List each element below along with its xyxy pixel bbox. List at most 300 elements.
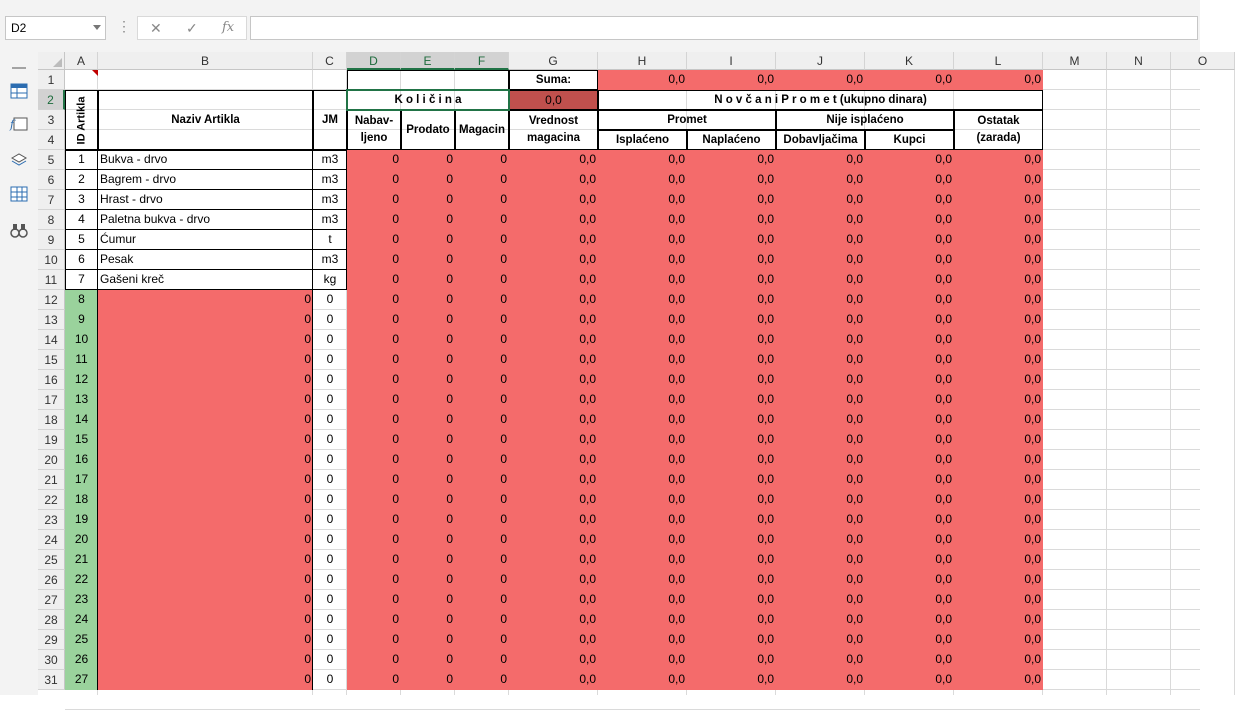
item-jm-cell[interactable]: 0: [326, 512, 334, 526]
money-cell[interactable]: 0,0: [776, 410, 865, 430]
kolicina-top-blank[interactable]: [347, 70, 509, 90]
money-cell[interactable]: 0,0: [954, 390, 1043, 410]
money-cell[interactable]: 0,0: [776, 470, 865, 490]
binoculars-icon[interactable]: [10, 222, 28, 238]
item-name-cell[interactable]: Pesak: [100, 252, 134, 266]
item-name-cell[interactable]: 0: [98, 650, 313, 670]
money-cell[interactable]: 0,0: [776, 290, 865, 310]
money-cell[interactable]: 0,0: [687, 250, 776, 270]
money-cell[interactable]: 0,0: [509, 450, 598, 470]
item-id-cell[interactable]: 8: [65, 290, 98, 310]
item-jm-cell[interactable]: 0: [326, 312, 334, 326]
item-id-cell[interactable]: 20: [65, 530, 98, 550]
row-header-31[interactable]: 31: [38, 670, 65, 690]
money-cell[interactable]: 0,0: [598, 390, 687, 410]
item-id-cell[interactable]: 25: [65, 630, 98, 650]
quantity-cell[interactable]: 0: [401, 490, 455, 510]
quantity-cell[interactable]: 0: [455, 570, 509, 590]
money-cell[interactable]: 0,0: [776, 190, 865, 210]
quantity-cell[interactable]: 0: [347, 190, 401, 210]
money-cell[interactable]: 0,0: [776, 150, 865, 170]
item-id-cell[interactable]: 10: [65, 330, 98, 350]
item-jm-cell[interactable]: 0: [326, 292, 334, 306]
item-jm-cell[interactable]: 0: [326, 652, 334, 666]
column-header-a[interactable]: A: [65, 52, 98, 70]
item-name-cell[interactable]: 0: [98, 390, 313, 410]
quantity-cell[interactable]: 0: [347, 430, 401, 450]
money-cell[interactable]: 0,0: [776, 330, 865, 350]
money-cell[interactable]: 0,0: [687, 350, 776, 370]
row-header-29[interactable]: 29: [38, 630, 65, 650]
money-cell[interactable]: 0,0: [687, 330, 776, 350]
item-id-cell[interactable]: 17: [65, 470, 98, 490]
item-id-cell[interactable]: 26: [65, 650, 98, 670]
column-header-m[interactable]: M: [1043, 52, 1107, 70]
ostatak-header[interactable]: Ostatak (zarada): [954, 110, 1043, 150]
dobavljacima-header[interactable]: Dobavljačima: [776, 130, 865, 150]
column-header-j[interactable]: J: [776, 52, 865, 70]
id-artikla-header[interactable]: [65, 90, 98, 150]
money-cell[interactable]: 0,0: [687, 270, 776, 290]
sheet-list-icon[interactable]: [10, 83, 28, 99]
quantity-cell[interactable]: 0: [455, 410, 509, 430]
money-cell[interactable]: 0,0: [954, 170, 1043, 190]
money-cell[interactable]: 0,0: [687, 630, 776, 650]
naplaceno-header[interactable]: Naplaćeno: [687, 130, 776, 150]
money-cell[interactable]: 0,0: [776, 590, 865, 610]
money-cell[interactable]: 0,0: [865, 210, 954, 230]
quantity-cell[interactable]: 0: [347, 670, 401, 690]
insert-function-icon[interactable]: fx: [222, 20, 235, 35]
sum-cell[interactable]: 0,0: [865, 70, 954, 90]
money-cell[interactable]: 0,0: [598, 430, 687, 450]
collapse-icon[interactable]: [10, 60, 28, 76]
quantity-cell[interactable]: 0: [401, 290, 455, 310]
item-jm-cell[interactable]: m3: [321, 212, 339, 226]
item-name-cell[interactable]: 0: [98, 450, 313, 470]
row-header-12[interactable]: 12: [38, 290, 65, 310]
money-cell[interactable]: 0,0: [687, 670, 776, 690]
item-id-cell[interactable]: 4: [78, 212, 85, 226]
item-name-cell[interactable]: 0: [98, 370, 313, 390]
sum-cell[interactable]: 0,0: [598, 70, 687, 90]
row-header-13[interactable]: 13: [38, 310, 65, 330]
money-cell[interactable]: 0,0: [687, 150, 776, 170]
money-cell[interactable]: 0,0: [598, 310, 687, 330]
quantity-cell[interactable]: 0: [455, 330, 509, 350]
quantity-cell[interactable]: 0: [401, 190, 455, 210]
money-cell[interactable]: 0,0: [598, 530, 687, 550]
row-header-24[interactable]: 24: [38, 530, 65, 550]
item-jm-cell[interactable]: 0: [326, 412, 334, 426]
money-cell[interactable]: 0,0: [509, 530, 598, 550]
money-cell[interactable]: 0,0: [865, 590, 954, 610]
quantity-cell[interactable]: 0: [401, 150, 455, 170]
column-header-d[interactable]: D: [347, 52, 401, 70]
money-cell[interactable]: 0,0: [954, 490, 1043, 510]
quantity-cell[interactable]: 0: [455, 470, 509, 490]
item-name-cell[interactable]: 0: [98, 430, 313, 450]
item-name-cell[interactable]: 0: [98, 670, 313, 690]
money-cell[interactable]: 0,0: [598, 590, 687, 610]
quantity-cell[interactable]: 0: [455, 290, 509, 310]
nije-isplaceno-header[interactable]: Nije isplaćeno: [776, 110, 954, 130]
quantity-cell[interactable]: 0: [401, 530, 455, 550]
item-jm-cell[interactable]: 0: [326, 352, 334, 366]
money-cell[interactable]: 0,0: [598, 610, 687, 630]
quantity-cell[interactable]: 0: [401, 370, 455, 390]
money-cell[interactable]: 0,0: [598, 270, 687, 290]
naziv-artikla-header[interactable]: Naziv Artikla: [98, 90, 313, 150]
money-cell[interactable]: 0,0: [509, 390, 598, 410]
row-header-4[interactable]: 4: [38, 130, 65, 150]
money-cell[interactable]: 0,0: [509, 630, 598, 650]
item-name-cell[interactable]: 0: [98, 630, 313, 650]
money-cell[interactable]: 0,0: [776, 250, 865, 270]
row-header-21[interactable]: 21: [38, 470, 65, 490]
quantity-cell[interactable]: 0: [401, 670, 455, 690]
quantity-cell[interactable]: 0: [347, 510, 401, 530]
row-header-28[interactable]: 28: [38, 610, 65, 630]
quantity-cell[interactable]: 0: [455, 370, 509, 390]
item-jm-cell[interactable]: 0: [326, 472, 334, 486]
quantity-cell[interactable]: 0: [455, 170, 509, 190]
promet-header[interactable]: Promet: [598, 110, 776, 130]
item-name-cell[interactable]: 0: [98, 290, 313, 310]
money-cell[interactable]: 0,0: [865, 370, 954, 390]
row-header-17[interactable]: 17: [38, 390, 65, 410]
quantity-cell[interactable]: 0: [455, 510, 509, 530]
worksheet-grid[interactable]: [65, 70, 1200, 695]
item-jm-cell[interactable]: 0: [326, 492, 334, 506]
money-cell[interactable]: 0,0: [865, 330, 954, 350]
item-id-cell[interactable]: 1: [78, 152, 85, 166]
item-jm-cell[interactable]: 0: [326, 332, 334, 346]
money-cell[interactable]: 0,0: [776, 670, 865, 690]
money-cell[interactable]: 0,0: [776, 210, 865, 230]
quantity-cell[interactable]: 0: [455, 670, 509, 690]
money-cell[interactable]: 0,0: [687, 610, 776, 630]
column-header-k[interactable]: K: [865, 52, 954, 70]
column-header-b[interactable]: B: [98, 52, 313, 70]
select-all-corner[interactable]: [38, 52, 65, 70]
quantity-cell[interactable]: 0: [455, 550, 509, 570]
money-cell[interactable]: 0,0: [509, 590, 598, 610]
prodato-header[interactable]: Prodato: [401, 110, 455, 150]
money-cell[interactable]: 0,0: [865, 390, 954, 410]
money-cell[interactable]: 0,0: [687, 490, 776, 510]
column-header-e[interactable]: E: [401, 52, 455, 70]
layers-icon[interactable]: [10, 152, 28, 168]
row-header-23[interactable]: 23: [38, 510, 65, 530]
quantity-cell[interactable]: 0: [455, 590, 509, 610]
item-id-cell[interactable]: 23: [65, 590, 98, 610]
money-cell[interactable]: 0,0: [598, 470, 687, 490]
money-cell[interactable]: 0,0: [687, 290, 776, 310]
money-cell[interactable]: 0,0: [776, 630, 865, 650]
money-cell[interactable]: 0,0: [865, 410, 954, 430]
row-header-20[interactable]: 20: [38, 450, 65, 470]
row-header-25[interactable]: 25: [38, 550, 65, 570]
money-cell[interactable]: 0,0: [509, 190, 598, 210]
item-id-cell[interactable]: 21: [65, 550, 98, 570]
money-cell[interactable]: 0,0: [598, 290, 687, 310]
money-cell[interactable]: 0,0: [954, 330, 1043, 350]
row-header-19[interactable]: 19: [38, 430, 65, 450]
item-id-cell[interactable]: 3: [78, 192, 85, 206]
quantity-cell[interactable]: 0: [401, 310, 455, 330]
enter-icon[interactable]: ✓: [186, 20, 198, 36]
row-header-9[interactable]: 9: [38, 230, 65, 250]
row-header-6[interactable]: 6: [38, 170, 65, 190]
item-jm-cell[interactable]: 0: [326, 372, 334, 386]
row-header-5[interactable]: 5: [38, 150, 65, 170]
money-cell[interactable]: 0,0: [954, 250, 1043, 270]
column-header-c[interactable]: C: [313, 52, 347, 70]
quantity-cell[interactable]: 0: [401, 610, 455, 630]
column-header-n[interactable]: N: [1107, 52, 1171, 70]
money-cell[interactable]: 0,0: [776, 430, 865, 450]
column-header-i[interactable]: I: [687, 52, 776, 70]
more-options-icon[interactable]: ⋮: [117, 18, 131, 34]
quantity-cell[interactable]: 0: [347, 390, 401, 410]
quantity-cell[interactable]: 0: [347, 330, 401, 350]
money-cell[interactable]: 0,0: [776, 550, 865, 570]
money-cell[interactable]: 0,0: [509, 430, 598, 450]
money-cell[interactable]: 0,0: [509, 350, 598, 370]
money-cell[interactable]: 0,0: [865, 570, 954, 590]
money-cell[interactable]: 0,0: [509, 650, 598, 670]
money-cell[interactable]: 0,0: [598, 370, 687, 390]
quantity-cell[interactable]: 0: [401, 550, 455, 570]
row-header-16[interactable]: 16: [38, 370, 65, 390]
item-jm-cell[interactable]: m3: [321, 252, 339, 266]
money-cell[interactable]: 0,0: [776, 170, 865, 190]
money-cell[interactable]: 0,0: [687, 370, 776, 390]
name-box[interactable]: [5, 16, 106, 40]
quantity-cell[interactable]: 0: [347, 630, 401, 650]
money-cell[interactable]: 0,0: [776, 610, 865, 630]
money-cell[interactable]: 0,0: [954, 550, 1043, 570]
item-name-cell[interactable]: 0: [98, 610, 313, 630]
column-header-l[interactable]: L: [954, 52, 1043, 70]
money-cell[interactable]: 0,0: [509, 330, 598, 350]
item-name-cell[interactable]: 0: [98, 490, 313, 510]
item-jm-cell[interactable]: 0: [326, 392, 334, 406]
money-cell[interactable]: 0,0: [509, 570, 598, 590]
quantity-cell[interactable]: 0: [347, 250, 401, 270]
item-name-cell[interactable]: 0: [98, 350, 313, 370]
money-cell[interactable]: 0,0: [865, 470, 954, 490]
money-cell[interactable]: 0,0: [776, 370, 865, 390]
money-cell[interactable]: 0,0: [509, 290, 598, 310]
money-cell[interactable]: 0,0: [687, 590, 776, 610]
money-cell[interactable]: 0,0: [776, 530, 865, 550]
column-header-o[interactable]: O: [1171, 52, 1235, 70]
money-cell[interactable]: 0,0: [509, 510, 598, 530]
money-cell[interactable]: 0,0: [598, 630, 687, 650]
item-name-cell[interactable]: 0: [98, 330, 313, 350]
kupci-header[interactable]: Kupci: [865, 130, 954, 150]
quantity-cell[interactable]: 0: [455, 250, 509, 270]
quantity-cell[interactable]: 0: [347, 170, 401, 190]
quantity-cell[interactable]: 0: [455, 210, 509, 230]
quantity-cell[interactable]: 0: [347, 350, 401, 370]
money-cell[interactable]: 0,0: [687, 510, 776, 530]
money-cell[interactable]: 0,0: [776, 390, 865, 410]
money-cell[interactable]: 0,0: [954, 630, 1043, 650]
money-cell[interactable]: 0,0: [954, 210, 1043, 230]
money-cell[interactable]: 0,0: [598, 350, 687, 370]
money-cell[interactable]: 0,0: [865, 630, 954, 650]
row-header-14[interactable]: 14: [38, 330, 65, 350]
money-cell[interactable]: 0,0: [954, 670, 1043, 690]
row-header-26[interactable]: 26: [38, 570, 65, 590]
quantity-cell[interactable]: 0: [455, 630, 509, 650]
item-id-cell[interactable]: 14: [65, 410, 98, 430]
money-cell[interactable]: 0,0: [865, 550, 954, 570]
quantity-cell[interactable]: 0: [455, 270, 509, 290]
money-cell[interactable]: 0,0: [865, 430, 954, 450]
money-cell[interactable]: 0,0: [865, 510, 954, 530]
item-jm-cell[interactable]: 0: [326, 532, 334, 546]
money-cell[interactable]: 0,0: [954, 370, 1043, 390]
money-cell[interactable]: 0,0: [865, 530, 954, 550]
sum-cell[interactable]: 0,0: [776, 70, 865, 90]
kolicina-header[interactable]: K o l i č i n a: [347, 90, 509, 110]
money-cell[interactable]: 0,0: [509, 270, 598, 290]
money-cell[interactable]: 0,0: [687, 190, 776, 210]
money-cell[interactable]: 0,0: [776, 450, 865, 470]
quantity-cell[interactable]: 0: [455, 150, 509, 170]
item-jm-cell[interactable]: 0: [326, 552, 334, 566]
nabavljeno-header[interactable]: Nabav- ljeno: [347, 110, 401, 150]
item-name-cell[interactable]: 0: [98, 550, 313, 570]
cancel-icon[interactable]: ✕: [150, 20, 162, 36]
quantity-cell[interactable]: 0: [455, 390, 509, 410]
money-cell[interactable]: 0,0: [954, 510, 1043, 530]
money-cell[interactable]: 0,0: [509, 210, 598, 230]
quantity-cell[interactable]: 0: [347, 210, 401, 230]
money-cell[interactable]: 0,0: [687, 550, 776, 570]
money-cell[interactable]: 0,0: [509, 470, 598, 490]
novcani-promet-header[interactable]: N o v č a n i P r o m e t (ukupno dinara): [598, 90, 1043, 110]
row-header-22[interactable]: 22: [38, 490, 65, 510]
quantity-cell[interactable]: 0: [401, 170, 455, 190]
item-name-cell[interactable]: 0: [98, 510, 313, 530]
money-cell[interactable]: 0,0: [509, 150, 598, 170]
quantity-cell[interactable]: 0: [455, 530, 509, 550]
quantity-cell[interactable]: 0: [401, 390, 455, 410]
chevron-down-icon[interactable]: [93, 25, 101, 30]
money-cell[interactable]: 0,0: [598, 330, 687, 350]
money-cell[interactable]: 0,0: [865, 670, 954, 690]
row-header-8[interactable]: 8: [38, 210, 65, 230]
quantity-cell[interactable]: 0: [401, 570, 455, 590]
money-cell[interactable]: 0,0: [954, 230, 1043, 250]
money-cell[interactable]: 0,0: [687, 310, 776, 330]
money-cell[interactable]: 0,0: [509, 230, 598, 250]
item-jm-cell[interactable]: kg: [323, 272, 337, 286]
item-jm-cell[interactable]: 0: [326, 592, 334, 606]
quantity-cell[interactable]: 0: [401, 330, 455, 350]
item-name-cell[interactable]: Gašeni kreč: [100, 272, 165, 286]
quantity-cell[interactable]: 0: [455, 230, 509, 250]
money-cell[interactable]: 0,0: [776, 650, 865, 670]
money-cell[interactable]: 0,0: [509, 370, 598, 390]
money-cell[interactable]: 0,0: [865, 650, 954, 670]
row-header-18[interactable]: 18: [38, 410, 65, 430]
quantity-cell[interactable]: 0: [401, 510, 455, 530]
item-name-cell[interactable]: 0: [98, 310, 313, 330]
item-name-cell[interactable]: Bukva - drvo: [100, 152, 168, 166]
item-jm-cell[interactable]: 0: [326, 672, 334, 686]
row-header-10[interactable]: 10: [38, 250, 65, 270]
money-cell[interactable]: 0,0: [509, 670, 598, 690]
item-id-cell[interactable]: 5: [78, 232, 85, 246]
item-id-cell[interactable]: 16: [65, 450, 98, 470]
money-cell[interactable]: 0,0: [954, 470, 1043, 490]
quantity-cell[interactable]: 0: [401, 350, 455, 370]
quantity-cell[interactable]: 0: [401, 430, 455, 450]
money-cell[interactable]: 0,0: [954, 610, 1043, 630]
quantity-cell[interactable]: 0: [347, 550, 401, 570]
row-header-1[interactable]: 1: [38, 70, 65, 90]
row-header-2[interactable]: 2: [38, 90, 65, 110]
quantity-cell[interactable]: 0: [347, 230, 401, 250]
item-id-cell[interactable]: 6: [78, 252, 85, 266]
money-cell[interactable]: 0,0: [865, 170, 954, 190]
money-cell[interactable]: 0,0: [865, 310, 954, 330]
item-id-cell[interactable]: 15: [65, 430, 98, 450]
money-cell[interactable]: 0,0: [865, 290, 954, 310]
item-jm-cell[interactable]: 0: [326, 452, 334, 466]
money-cell[interactable]: 0,0: [776, 570, 865, 590]
money-cell[interactable]: 0,0: [954, 310, 1043, 330]
item-jm-cell[interactable]: t: [328, 232, 332, 246]
quantity-cell[interactable]: 0: [401, 210, 455, 230]
item-name-cell[interactable]: 0: [98, 590, 313, 610]
quantity-cell[interactable]: 0: [347, 410, 401, 430]
item-jm-cell[interactable]: 0: [326, 432, 334, 446]
money-cell[interactable]: 0,0: [776, 490, 865, 510]
sum-cell[interactable]: 0,0: [954, 70, 1043, 90]
money-cell[interactable]: 0,0: [865, 610, 954, 630]
quantity-cell[interactable]: 0: [347, 370, 401, 390]
money-cell[interactable]: 0,0: [865, 250, 954, 270]
row-header-15[interactable]: 15: [38, 350, 65, 370]
quantity-cell[interactable]: 0: [455, 610, 509, 630]
vrednost-magacina-header[interactable]: Vrednost magacina: [509, 110, 598, 150]
item-name-cell[interactable]: Bagrem - drvo: [100, 172, 177, 186]
money-cell[interactable]: 0,0: [598, 650, 687, 670]
item-id-cell[interactable]: 24: [65, 610, 98, 630]
item-id-cell[interactable]: 2: [78, 172, 85, 186]
money-cell[interactable]: 0,0: [954, 190, 1043, 210]
money-cell[interactable]: 0,0: [509, 550, 598, 570]
money-cell[interactable]: 0,0: [598, 490, 687, 510]
quantity-cell[interactable]: 0: [455, 350, 509, 370]
money-cell[interactable]: 0,0: [598, 450, 687, 470]
money-cell[interactable]: 0,0: [509, 250, 598, 270]
quantity-cell[interactable]: 0: [401, 470, 455, 490]
quantity-cell[interactable]: 0: [347, 310, 401, 330]
money-cell[interactable]: 0,0: [776, 510, 865, 530]
money-cell[interactable]: 0,0: [865, 190, 954, 210]
money-cell[interactable]: 0,0: [776, 310, 865, 330]
quantity-cell[interactable]: 0: [401, 230, 455, 250]
money-cell[interactable]: 0,0: [598, 570, 687, 590]
